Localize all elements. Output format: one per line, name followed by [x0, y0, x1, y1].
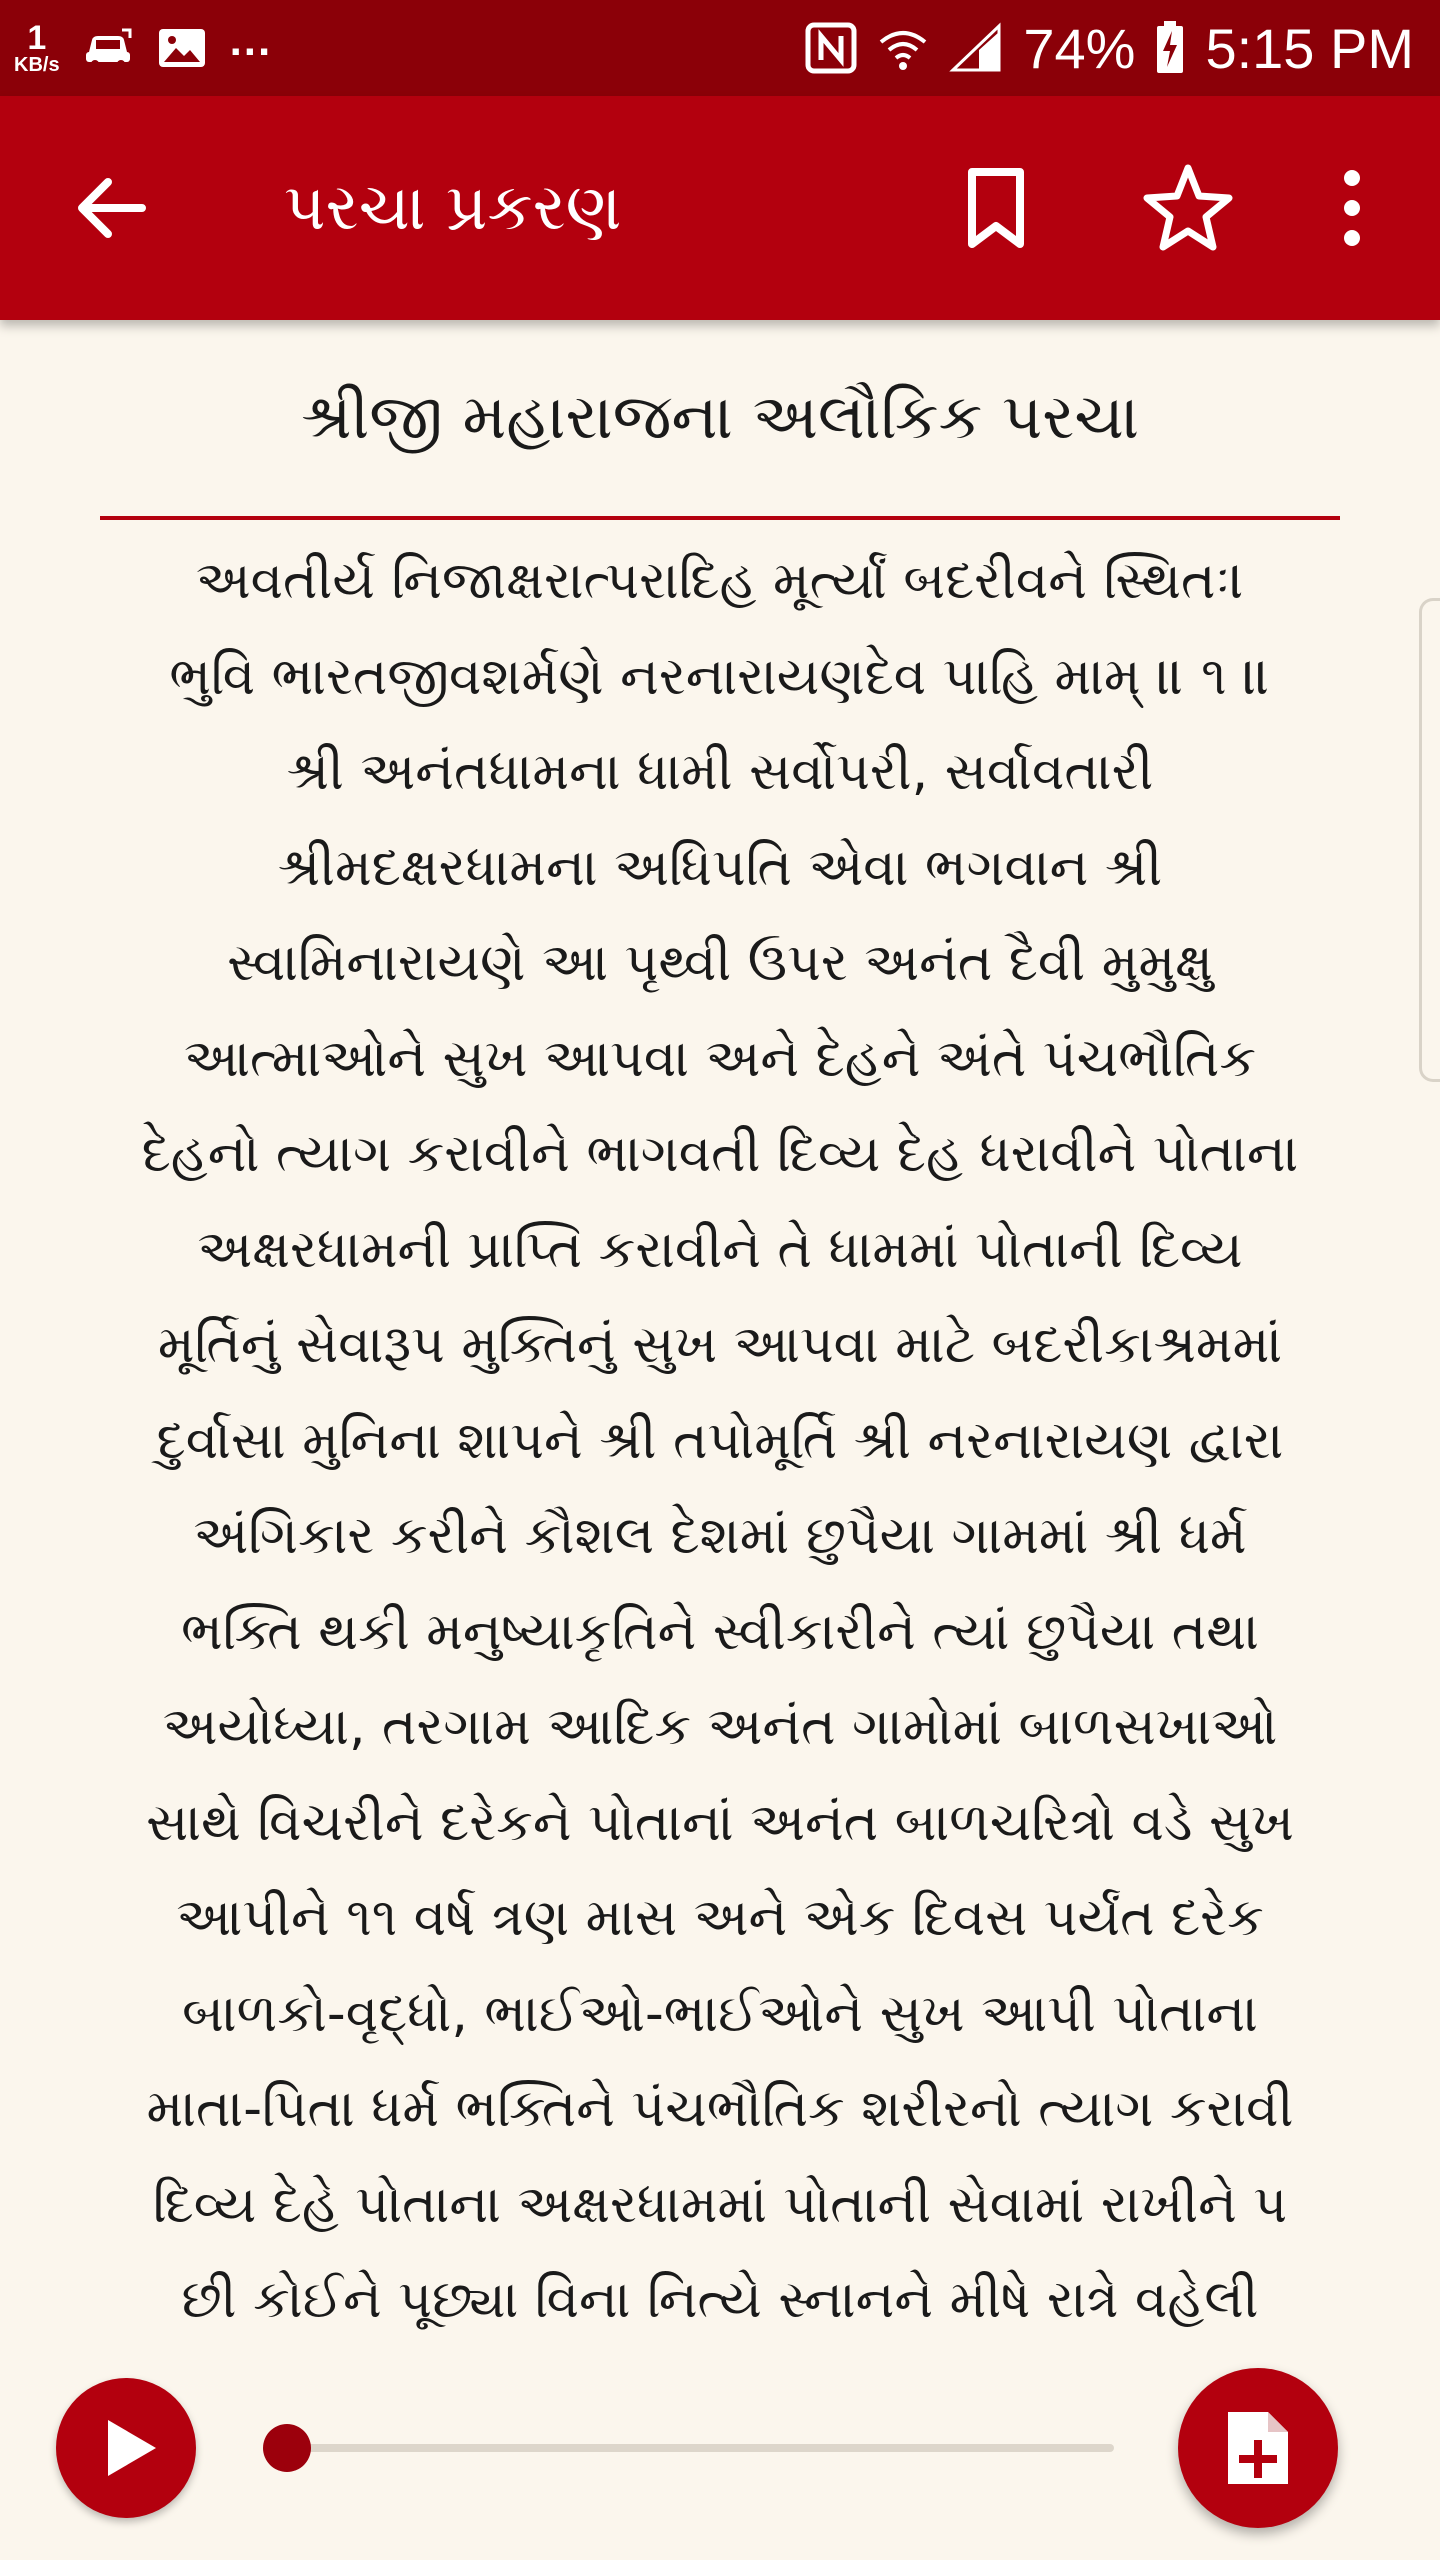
nfc-icon: [805, 22, 857, 74]
battery-charging-icon: [1155, 21, 1185, 75]
body-text: [80, 534, 1360, 2349]
play-icon: [100, 2416, 160, 2480]
more-vert-icon[interactable]: [1330, 164, 1374, 252]
text-line: દુર્વાસા મુનિના શાપને શ્રી તપોમૂર્તિ શ્રી નરનારાયણ દ્વારા: [156, 1410, 1284, 1471]
text-line: દિવ્ય દેહે પોતાના અક્ષરધામમાં પોતાની સેવામાં રાખીને પ: [152, 2174, 1288, 2235]
network-speed: [14, 21, 60, 75]
text-line: સાથે વિચરીને દરેકને પોતાનાં અનંત બાળચરિત્રો વડે સુખ: [146, 1792, 1294, 1853]
text-line: બાળકો-વૃદ્ધો, ભાઈઓ-ભાઈઓને સુખ આપી પોતાના: [182, 1983, 1258, 2044]
star-icon[interactable]: [1140, 160, 1236, 256]
text-line: આત્માઓને સુખ આપવા અને દેહને અંતે પંચભૌતિક: [183, 1028, 1257, 1089]
audio-seek-track[interactable]: [270, 2444, 1114, 2452]
audio-seek-thumb[interactable]: [263, 2424, 311, 2472]
text-line: અયોધ્યા, તરગામ આદિક અનંત ગામોમાં બાળસખાઓ: [162, 1697, 1278, 1757]
status-bar-right: [805, 12, 1414, 84]
text-line: અવતીર્ય નિજાક્ષરાત્પરાદિહ મૂર્ત્યાં બદરીવને સ્થિતઃ।: [195, 551, 1245, 611]
car-icon: [82, 26, 134, 70]
image-icon: [156, 26, 208, 70]
network-speed-unit: KB/s: [14, 54, 60, 76]
text-line: શ્રીમદક્ષરધામના અધિપતિ એવા ભગવાન શ્રી: [277, 837, 1163, 898]
network-speed-value: 1: [27, 19, 47, 57]
text-line: સ્વામિનારાયણે આ પૃથ્વી ઉપર અનંત દૈવી મુમુક્ષુ: [227, 933, 1213, 993]
text-line: અંગિકાર કરીને કૌશલ દેશમાં છુપૈયા ગામમાં શ્રી ધર્મ: [193, 1506, 1247, 1566]
content-heading: શ્રીજી મહારાજના અલૌકિક પરચા: [300, 380, 1140, 453]
add-note-button[interactable]: [1178, 2368, 1338, 2528]
page-title: પરચા પ્રકરણ: [284, 171, 622, 245]
side-drawer-handle[interactable]: [1419, 598, 1440, 1082]
wifi-icon: [877, 22, 929, 74]
back-arrow-icon[interactable]: [72, 168, 152, 248]
signal-icon: [949, 22, 1003, 74]
app-bar: [0, 96, 1440, 320]
play-button[interactable]: [56, 2378, 196, 2518]
bookmark-icon[interactable]: [952, 164, 1040, 252]
text-line: અક્ષરધામની પ્રાપ્તિ કરાવીને તે ધામમાં પોતાની દિવ્ય: [197, 1219, 1243, 1280]
more-notifications: ...: [229, 16, 273, 65]
add-note-icon: [1224, 2408, 1292, 2488]
clock: 5:15 PM: [1205, 16, 1414, 80]
text-line: માતા-પિતા ધર્મ ભક્તિને પંચભૌતિક શરીરનો ત્યાગ કરાવી: [146, 2079, 1294, 2139]
text-line: શ્રી અનંતધામના ધામી સર્વોપરી, સર્વાવતારી: [286, 742, 1154, 802]
text-line: ભક્તિ થકી મનુષ્યાકૃતિને સ્વીકારીને ત્યાં છુપૈયા તથા: [181, 1601, 1259, 1662]
text-line: દેહનો ત્યાગ કરાવીને ભાગવતી દિવ્ય દેહ ધરાવીને પોતાના: [141, 1124, 1299, 1184]
text-line: મૂર્તિનું સેવારૂપ મુક્તિનું સુખ આપવા માટે બદરીકાશ્રમમાં: [157, 1315, 1283, 1375]
text-line: છી કોઈને પૂછ્યા વિના નિત્યે સ્નાનને મીષે રાત્રે વહેલી: [181, 2270, 1259, 2330]
status-bar-left: [14, 12, 272, 84]
heading-divider: [100, 516, 1340, 520]
text-line: ભુવિ ભારતજીવશર્મણે નરનારાયણદેવ પાહિ મામ્ ॥ ૧ ॥: [169, 646, 1271, 707]
text-line: આપીને ૧૧ વર્ષ ત્રણ માસ અને એક દિવસ પર્યંત દરેક: [176, 1888, 1264, 1948]
battery-percent: 74%: [1023, 16, 1136, 80]
status-bar: [0, 0, 1440, 96]
